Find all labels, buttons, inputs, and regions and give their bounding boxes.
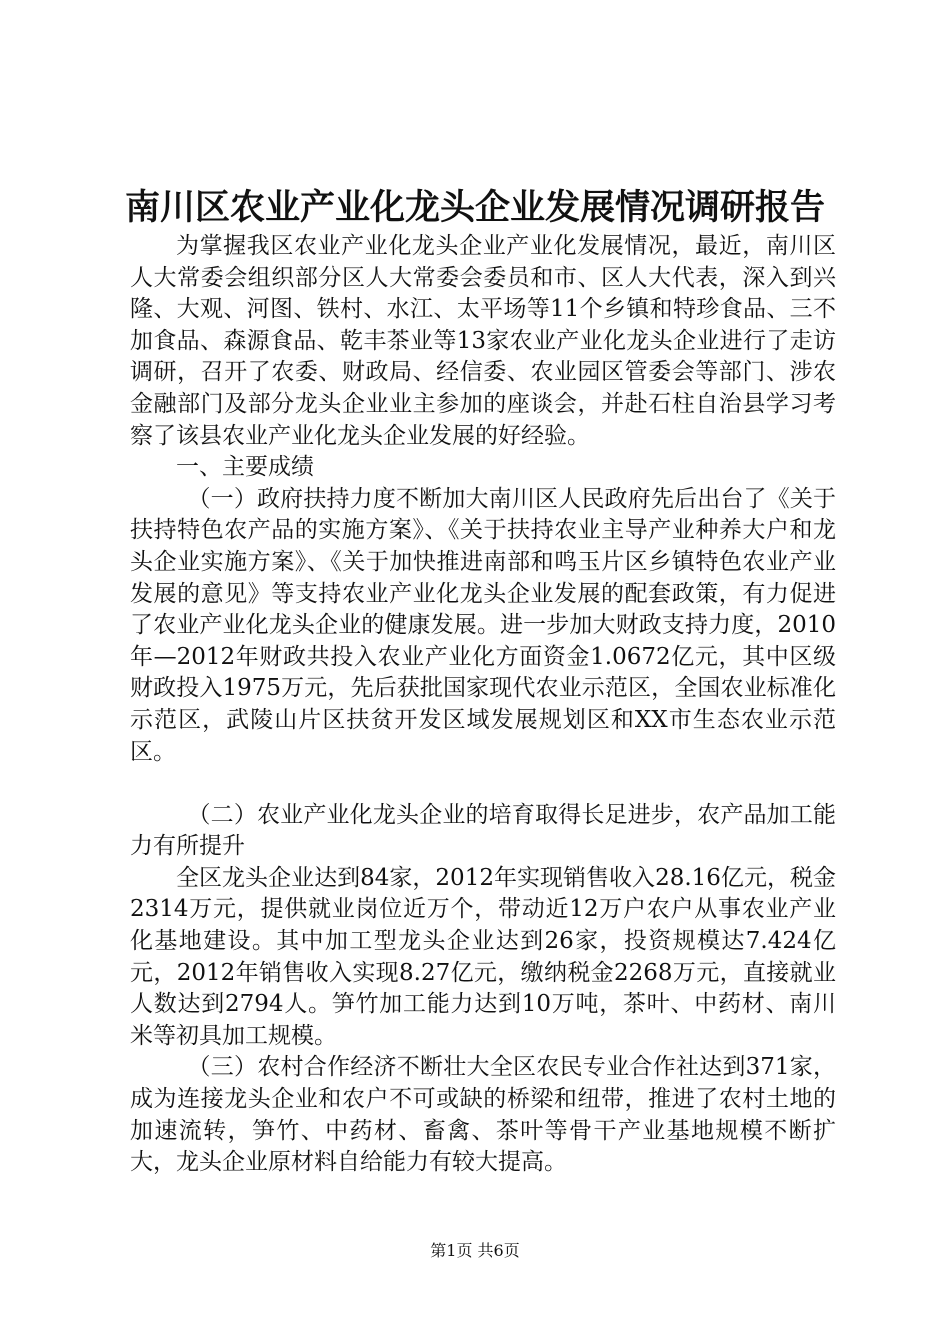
- paragraph-spacer: [130, 768, 836, 800]
- subsection-heading: （二）农业产业化龙头企业的培育取得长足进步，农产品加工能力有所提升: [130, 801, 836, 860]
- subsection-paragraph: （三）农村合作经济不断壮大全区农民专业合作社达到371家，成为连接龙头企业和农户不可或缺的桥梁和纽带，推进了农村土地的加速流转，笋竹、中药材、畜禽、茶叶等骨干产业基地规模不断扩大，龙头企业原材料自给能力有较大提高。: [130, 1054, 836, 1176]
- document-title: 南川区农业产业化龙头企业发展情况调研报告: [124, 187, 825, 228]
- body-paragraph: 全区龙头企业达到84家，2012年实现销售收入28.16亿元，税金2314万元，提供就业岗位近万个，带动近12万户农户从事农业产业化基地建设。其中加工型龙头企业达到26家，投资规模达7.424亿元，2012年销售收入实现8.27亿元，缴纳税金2268万元，直接就业人数达到2794人。笋竹加工能力达到10万吨，茶叶、中药材、南川米等初具加工规模。: [130, 864, 836, 1049]
- subsection-paragraph: （一）政府扶持力度不断加大南川区人民政府先后出台了《关于扶持特色农产品的实施方案》、《关于扶持农业主导产业种养大户和龙头企业实施方案》、《关于加快推进南部和鸣玉片区乡镇特色农业产业发展的意见》等支持农业产业化龙头企业发展的配套政策，有力促进了农业产业化龙头企业的健康发展。进一步加大财政支持力度，2010年—2012年财政共投入农业产业化方面资金1.0672亿元，其中区级财政投入1975万元，先后获批国家现代农业示范区，全国农业标准化示范区，武陵山片区扶贫开发区域发展规划区和XX市生态农业示范区。: [130, 485, 836, 765]
- section-heading: 一、主要成绩: [176, 454, 314, 481]
- intro-paragraph: 为掌握我区农业产业化龙头企业产业化发展情况，最近，南川区人大常委会组织部分区人大常委会委员和市、区人大代表，深入到兴隆、大观、河图、铁村、水江、太平场等11个乡镇和特珍食品、三不加食品、森源食品、乾丰茶业等13家农业产业化龙头企业进行了走访调研，召开了农委、财政局、经信委、农业园区管委会等部门、涉农金融部门及部分龙头企业业主参加的座谈会，并赴石柱自治县学习考察了该县农业产业化龙头企业发展的好经验。: [130, 233, 836, 449]
- document-body: [130, 231, 836, 1179]
- page-footer: 第1页 共6页: [430, 1241, 520, 1260]
